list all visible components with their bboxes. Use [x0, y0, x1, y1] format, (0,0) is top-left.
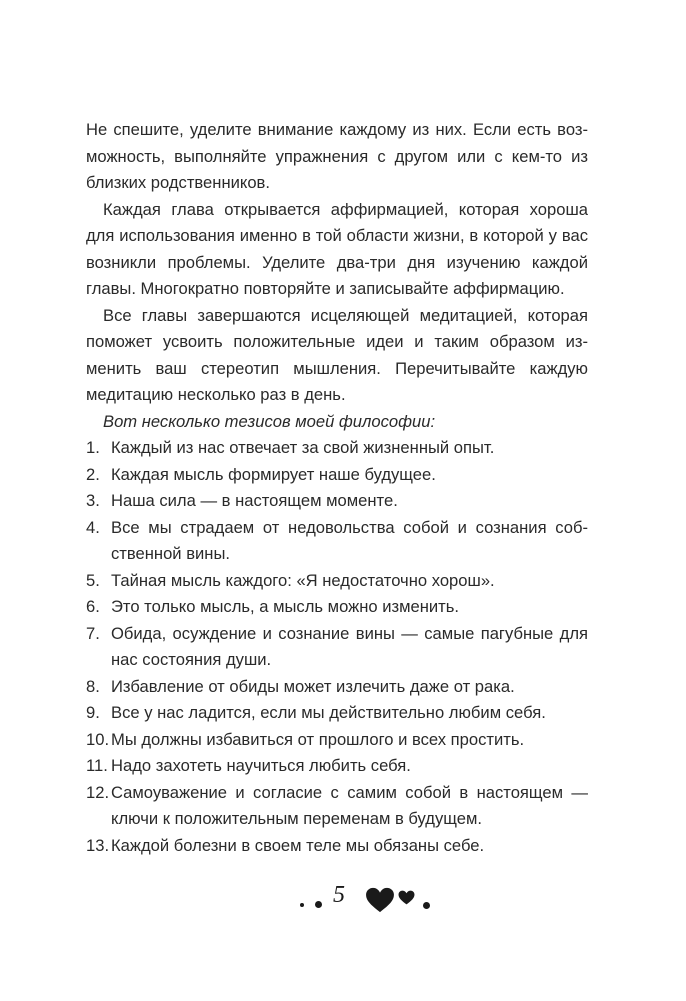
list-item-text: Все мы страдаем от недовольства собой и сознания собственной вины.	[111, 517, 588, 563]
list-item-text: Тайная мысль каждого: «Я недостаточно хорош».	[111, 570, 495, 590]
list-item	[86, 594, 588, 621]
philosophy-lead-in: Вот несколько тезисов моей философии:	[103, 411, 436, 431]
list-item-number: 3.	[86, 491, 100, 510]
page-number: 5	[333, 882, 345, 908]
list-item	[86, 700, 588, 727]
list-item-number: 2.	[86, 464, 100, 484]
list-item-text: Каждая мысль формирует наше будущее.	[111, 464, 436, 484]
list-item	[86, 833, 588, 860]
list-item	[86, 488, 588, 515]
page-footer	[0, 877, 686, 927]
list-item-text: Каждый из нас отвечает за свой жизненный опыт.	[111, 438, 495, 457]
list-item-number: 11.	[86, 756, 108, 775]
list-item-number: 7.	[86, 623, 100, 643]
heart-small-shape	[399, 891, 415, 905]
list-item-number: 9.	[86, 703, 100, 722]
heart-large-shape	[366, 888, 394, 912]
list-item	[86, 462, 588, 489]
list-item-text: Надо захотеть научиться любить себя.	[111, 756, 411, 775]
list-item-number: 4.	[86, 517, 100, 537]
list-item-number: 8.	[86, 676, 100, 696]
list-item	[86, 674, 588, 701]
list-item-number: 10.	[86, 729, 110, 749]
list-item	[86, 780, 588, 833]
list-item-text: Каждой болезни в своем теле мы обязаны себе.	[111, 835, 485, 855]
heart-icon	[365, 887, 395, 913]
list-item	[86, 568, 588, 595]
list-item-number: 12.	[86, 782, 110, 802]
heart-icon	[398, 890, 415, 905]
list-item	[86, 727, 588, 754]
list-item	[86, 621, 588, 674]
list-item-text: Все у нас ладится, если мы действительно любим себя.	[111, 703, 546, 722]
ornament-dot-icon	[300, 903, 304, 907]
list-item-text: Наша сила — в настоящем моменте.	[111, 491, 398, 510]
list-item-number: 13.	[86, 835, 110, 855]
list-item	[86, 435, 588, 462]
list-item-number: 6.	[86, 597, 100, 616]
list-item-text: Самоуважение и согласие с самим собой в настоящем — ключи к положительным переменам в будущем.	[111, 782, 588, 828]
list-item-text: Мы должны избавиться от прошлого и всех простить.	[111, 729, 525, 749]
list-item-text: Это только мысль, а мысль можно изменить.	[111, 597, 460, 616]
list-item	[86, 515, 588, 568]
ornament-dot-icon	[423, 902, 430, 909]
ornament-dot-icon	[315, 901, 322, 908]
paragraph-intro: Не спешите, уделите внимание каждому из них. Если есть возможность, выполняйте упражнения с другом или с кем-то из близких родственников.	[86, 120, 588, 192]
paragraph-meditation: Все главы завершаются исцеляющей медитацией, которая поможет усвоить положительные идеи и таким образом изменить ваш стереотип мышления. Перечитывайте каждую медитацию несколько раз в день.	[86, 305, 588, 404]
list-item-number: 1.	[86, 438, 100, 457]
list-item-text: Обида, осуждение и сознание вины — самые пагубные для нас состояния души.	[111, 623, 588, 669]
list-item-text: Избавление от обиды может излечить даже от рака.	[111, 676, 515, 696]
list-item	[86, 753, 588, 780]
paragraph-affirmation: Каждая глава открывается аффирмацией, которая хороша для использования именно в той области жизни, в которой у вас возникли проблемы. Уделите два-три дня изучению каждой главы. Многократно повторяйте и записывайте аффирмацию.	[86, 199, 588, 298]
page-body	[86, 117, 588, 859]
thesis-list	[86, 435, 588, 859]
list-item-number: 5.	[86, 570, 100, 590]
